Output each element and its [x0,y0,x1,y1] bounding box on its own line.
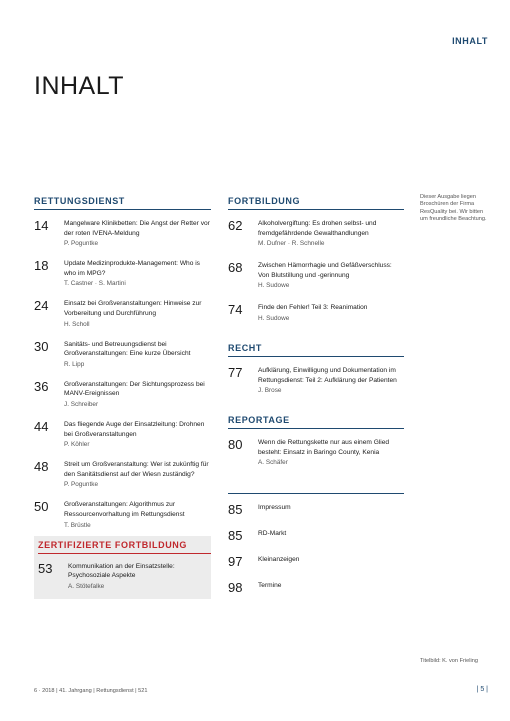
toc-entry-title: Großveranstaltungen: Algorithmus zur Ressourcenvorhaltung im Rettungsdienst [64,501,185,518]
insert-notice: Dieser Ausgabe liegen Broschüren der Firma ResQuality bei. Wir bitten um freundliche Beachtung. [420,194,487,223]
toc-entry[interactable] [38,562,211,591]
toc-entry-title: Zwischen Hämorrhagie und Gefäßverschluss: Von Blutstillung und -gerinnung [258,262,392,279]
toc-entry[interactable] [228,555,404,569]
toc-entry-title: RD-Markt [258,530,287,538]
toc-entry[interactable] [34,460,211,489]
section-heading-reportage: REPORTAGE [228,415,404,429]
section-heading-zertifizierte-fortbildung: ZERTIFIZIERTE FORTBILDUNG [38,540,211,554]
zertifizierte-fortbildung-box [34,536,211,599]
toc-entry-author: T. Castner · S. Martini [64,280,126,288]
toc-entry[interactable] [34,299,211,328]
toc-entry-author: A. Schäfer [258,459,288,467]
toc-page-number: 30 [34,338,49,354]
toc-entry-author: P. Köhler [64,441,90,449]
running-header: INHALT [452,36,488,46]
footer-page-number: | 5 | [476,686,488,693]
toc-entry[interactable] [34,259,211,288]
toc-page-number: 53 [38,560,53,576]
toc-entry[interactable] [228,219,404,248]
toc-entry-title: Kommunikation an der Einsatzstelle: Psychosoziale Aspekte [68,562,175,580]
toc-entry-title: Update Medizinprodukte-Management: Who is who im MPG? [64,260,200,277]
toc-page-number: 97 [228,554,243,570]
section-heading-recht: RECHT [228,343,404,357]
toc-entry-title: Wenn die Rettungskette nur aus einem Glied besteht: Einsatz in Baringo County, Kenia [258,439,390,456]
toc-entry-title: Einsatz bei Großveranstaltungen: Hinweise zur Vorbereitung und Durchführung [64,300,202,317]
toc-entry-author: H. Scholl [64,320,90,328]
toc-entry[interactable] [34,500,211,529]
toc-entry[interactable] [228,503,404,517]
toc-page-number: 80 [228,437,243,453]
toc-entry-title: Großveranstaltungen: Der Sichtungsprozess bei MANV-Ereignissen [64,380,205,398]
toc-page-number: 68 [228,260,243,276]
toc-entry-author: H. Sudowe [258,314,290,322]
toc-page-number: 85 [228,528,243,544]
toc-entry-title: Termine [258,582,282,590]
toc-page-number: 18 [34,258,49,274]
toc-entry[interactable] [228,529,404,543]
toc-entry-title: Finde den Fehler! Teil 3: Reanimation [258,304,368,312]
section-heading-fortbildung: FORTBILDUNG [228,196,404,210]
toc-entry-author: P. Poguntke [64,481,98,489]
left-column [34,196,211,599]
toc-entry-title: Streit um Großveranstaltung: Wer ist zukünftig für den Sanitätsdienst auf der Wiesn zuständig? [64,461,209,478]
toc-entry-title: Mangelware Klinikbetten: Die Angst der Retter vor der roten IVENA-Meldung [64,220,210,237]
toc-page-number: 77 [228,364,243,380]
toc-entry-title: Das fliegende Auge der Einsatzleitung: Drohnen bei Großveranstaltungen [64,420,205,438]
toc-page-number: 85 [228,502,243,518]
toc-page-number: 50 [34,499,49,515]
section-heading-rettungsdienst: RETTUNGSDIENST [34,196,211,210]
toc-entry-author: J. Brose [258,387,282,395]
toc-page-number: 24 [34,298,49,314]
toc-page-number: 62 [228,218,243,233]
toc-entry[interactable] [34,340,211,369]
toc-entry-title: Alkoholvergiftung: Es drohen selbst- und fremdgefährdende Gewalthandlungen [258,220,377,237]
toc-entry[interactable] [228,581,404,595]
toc-entry[interactable] [34,380,211,409]
toc-entry[interactable] [228,438,404,467]
toc-page-number: 44 [34,418,49,434]
toc-page-number: 74 [228,302,243,318]
toc-entry[interactable] [228,261,404,290]
toc-page-number: 36 [34,378,49,394]
toc-entry-author: P. Poguntke [64,240,98,248]
toc-entry-author: R. Lipp [64,360,85,368]
toc-entry-author: M. Dufner · R. Schnelle [258,240,325,248]
toc-entry-title: Sanitäts- und Betreuungsdienst bei Großveranstaltungen: Eine kurze Übersicht [64,340,191,358]
divider [228,493,404,494]
toc-entry-author: H. Sudowe [258,282,290,290]
toc-entry-title: Impressum [258,504,291,512]
toc-entry-title: Aufklärung, Einwilligung und Dokumentation im Rettungsdienst: Teil 2: Aufklärung der Patienten [258,366,397,384]
middle-column [228,196,404,595]
toc-entry[interactable] [34,420,211,449]
toc-entry[interactable] [228,303,404,323]
toc-entry-author: T. Brüstle [64,521,91,529]
toc-entry[interactable] [228,366,404,395]
toc-entry-author: A. Stötefalke [68,582,105,590]
cover-credit: Titelbild: K. von Frieling [420,658,478,664]
toc-entry[interactable] [34,219,211,248]
toc-entry-author: J. Schreiber [64,400,99,408]
page-title: INHALT [34,72,125,100]
toc-page-number: 98 [228,580,243,596]
toc-page-number: 48 [34,459,49,475]
toc-page-number: 14 [34,218,49,233]
toc-entry-title: Kleinanzeigen [258,556,300,564]
footer-issue-info: 6 · 2018 | 41. Jahrgang | Rettungsdienst | 521 [34,688,148,694]
